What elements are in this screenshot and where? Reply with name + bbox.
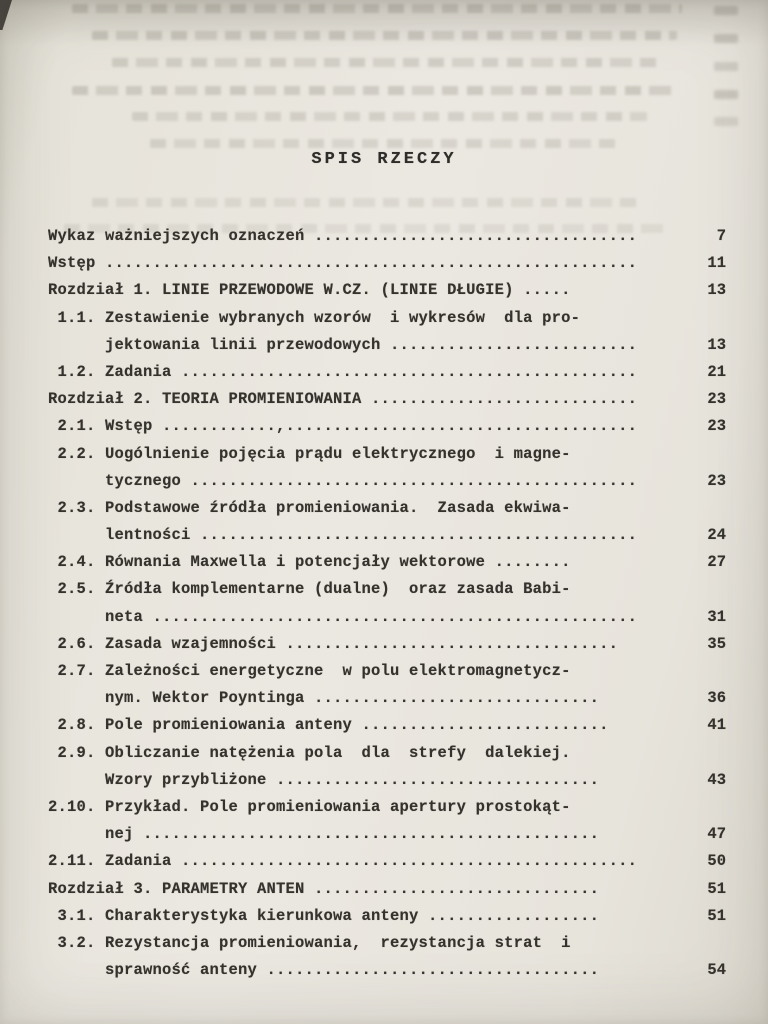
- toc-entry-text: Wstęp ........................................................: [48, 254, 638, 273]
- toc-page-number: [676, 576, 726, 603]
- toc-page-number: [676, 305, 726, 332]
- toc-line: [48, 576, 726, 603]
- toc-entry-text: Wzory przybliżone ..................................: [48, 770, 600, 789]
- toc-page-number: 47: [707, 825, 726, 844]
- toc-page-number: 27: [707, 553, 726, 572]
- photo-edge-artifact: [0, 0, 12, 30]
- toc-line: [48, 903, 726, 930]
- toc-entry-text: 2.6. Zasada wzajemności ...................................: [48, 634, 619, 653]
- toc-page-number: 50: [707, 852, 726, 871]
- toc-line: [48, 957, 726, 984]
- toc-line: [48, 359, 726, 386]
- toc-line: [48, 740, 726, 767]
- toc-page-number: 11: [707, 254, 726, 273]
- bleedthrough-ghost-line: [72, 4, 682, 13]
- toc-list: [0, 223, 768, 984]
- toc-line: [48, 794, 726, 821]
- toc-entry-text: 2.3. Podstawowe źródła promieniowania. Zasada ekwiwa-: [48, 498, 571, 517]
- toc-entry-text: 2.9. Obliczanie natężenia pola dla strefy dalekiej.: [48, 743, 571, 762]
- bleedthrough-ghost-line: [92, 31, 677, 40]
- toc-entry-text: 2.1. Wstęp ............,.....................................: [48, 417, 638, 436]
- toc-page-number: 13: [707, 335, 726, 354]
- toc-entry-text: Rozdział 1. LINIE PRZEWODOWE W.CZ. (LINIE DŁUGIE) .....: [48, 281, 571, 300]
- toc-entry-text: 3.2. Rezystancja promieniowania, rezystancja strat i: [48, 933, 571, 952]
- toc-page-number: 21: [707, 362, 726, 381]
- toc-page-number: 54: [707, 961, 726, 980]
- bleedthrough-ghost-line: [72, 86, 672, 95]
- toc-page-number: [676, 441, 726, 468]
- toc-entry-text: nym. Wektor Poyntinga ..............................: [48, 689, 600, 708]
- bleedthrough-ghost-number: [714, 90, 738, 99]
- toc-entry-text: 1.1. Zestawienie wybranych wzorów i wykresów dla pro-: [48, 308, 581, 327]
- toc-line: [48, 631, 726, 658]
- toc-entry-text: Wykaz ważniejszych oznaczeń ..................................: [48, 227, 638, 245]
- toc-entry-text: sprawność anteny ...................................: [48, 961, 600, 980]
- toc-page-number: 24: [707, 526, 726, 545]
- toc-line: [48, 277, 726, 304]
- toc-entry-text: 2.11. Zadania ................................................: [48, 852, 638, 871]
- toc-page-number: 31: [707, 607, 726, 626]
- bleedthrough-ghost-line: [132, 112, 647, 121]
- toc-line: [48, 549, 726, 576]
- toc-entry-text: nej ................................................: [48, 825, 600, 844]
- toc-entry-text: 2.4. Równania Maxwella i potencjały wektorowe ........: [48, 553, 571, 572]
- toc-line: [48, 712, 726, 739]
- bleedthrough-ghost-number: [714, 6, 738, 15]
- toc-entry-text: 2.5. Źródła komplementarne (dualne) oraz zasada Babi-: [48, 580, 571, 599]
- toc-entry-text: tycznego ...............................................: [48, 471, 638, 490]
- toc-line: [48, 413, 726, 440]
- toc-line: [48, 522, 726, 549]
- toc-line: [48, 468, 726, 495]
- toc-line: [48, 604, 726, 631]
- bleedthrough-ghost-line: [92, 198, 637, 207]
- toc-page-number: 43: [707, 770, 726, 789]
- bleedthrough-ghost-line: [150, 139, 620, 148]
- toc-entry-text: neta ...................................................: [48, 607, 638, 626]
- page-title: SPIS RZECZY: [311, 150, 457, 169]
- toc-entry-text: Rozdział 2. TEORIA PROMIENIOWANIA ............................: [48, 390, 638, 409]
- toc-entry-text: jektowania linii przewodowych ..........................: [48, 335, 638, 354]
- toc-page-number: [676, 930, 726, 957]
- toc-line: [48, 767, 726, 794]
- toc-page-number: 7: [716, 227, 726, 245]
- toc-page-number: [676, 658, 726, 685]
- toc-page-number: 13: [707, 281, 726, 300]
- toc-entry-text: 2.7. Zależności energetyczne w polu elektromagnetycz-: [48, 662, 571, 680]
- toc-page-number: [676, 495, 726, 522]
- toc-page-number: 23: [707, 390, 726, 409]
- toc-page-number: 23: [707, 417, 726, 436]
- bleedthrough-ghost-number: [714, 62, 738, 71]
- toc-entry-text: Rozdział 3. PARAMETRY ANTEN ..............................: [48, 879, 600, 898]
- toc-line: [48, 930, 726, 957]
- toc-entry-text: 3.1. Charakterystyka kierunkowa anteny ..................: [48, 906, 600, 925]
- toc-page-number: 35: [707, 634, 726, 653]
- toc-line: [48, 332, 726, 359]
- toc-page-number: 36: [707, 689, 726, 708]
- toc-line: [48, 821, 726, 848]
- toc-line: [48, 441, 726, 468]
- toc-entry-text: 2.8. Pole promieniowania anteny ..........................: [48, 716, 609, 735]
- toc-entry-text: 2.10. Przykład. Pole promieniowania apertury prostokąt-: [48, 797, 571, 816]
- toc-entry-text: 2.2. Uogólnienie pojęcia prądu elektrycznego i magne-: [48, 444, 571, 463]
- toc-line: [48, 848, 726, 875]
- toc-line: [48, 250, 726, 277]
- toc-line: [48, 386, 726, 413]
- toc-line: [48, 685, 726, 712]
- toc-line: [48, 876, 726, 903]
- toc-page-number: 41: [707, 716, 726, 735]
- toc-page-number: 23: [707, 471, 726, 490]
- toc-page-number: [676, 740, 726, 767]
- bleedthrough-ghost-number: [714, 117, 738, 126]
- toc-entry-text: 1.2. Zadania ................................................: [48, 362, 638, 381]
- bleedthrough-ghost-number: [714, 34, 738, 43]
- toc-line: [48, 305, 726, 332]
- toc-line: [48, 658, 726, 685]
- toc-line: [48, 495, 726, 522]
- toc-line: [48, 223, 726, 250]
- toc-page-number: 51: [707, 879, 726, 898]
- toc-page-number: 51: [707, 906, 726, 925]
- toc-entry-text: lentności ..............................................: [48, 526, 638, 545]
- bleedthrough-ghost-line: [112, 58, 657, 67]
- toc-page-number: [676, 794, 726, 821]
